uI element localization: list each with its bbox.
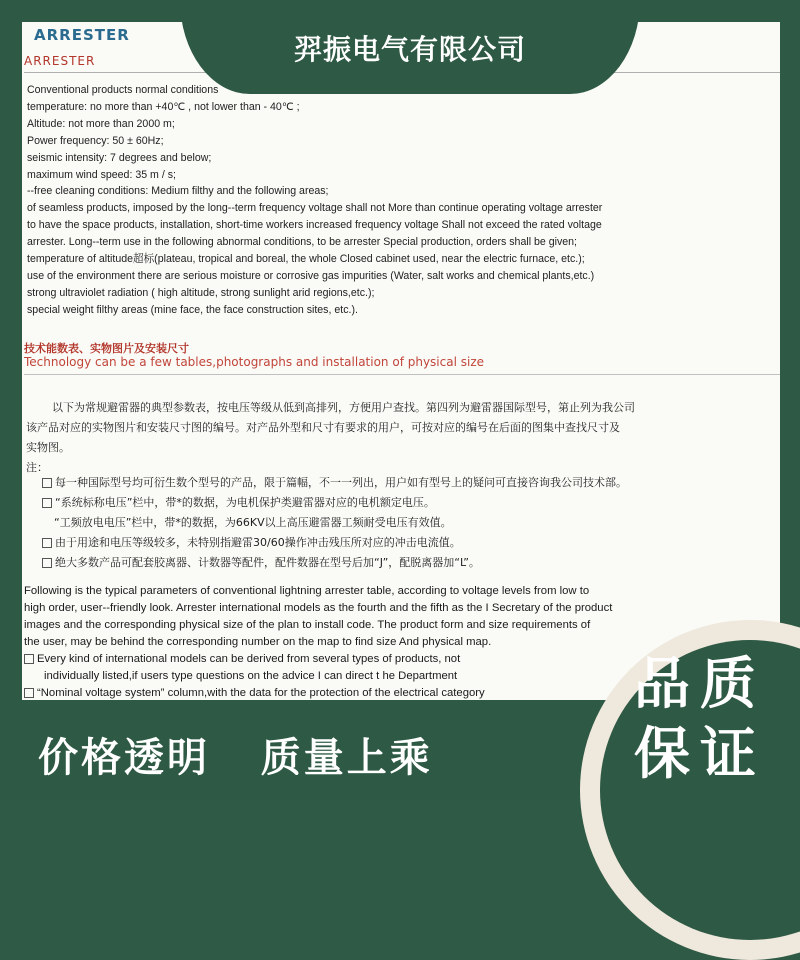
note-item xyxy=(42,473,780,493)
intro-paragraph-cn xyxy=(26,398,776,478)
paragraph-text: individually listed,if users type questions on the advice I can direct t he Department xyxy=(44,670,458,682)
paragraph-line: 该产品对应的实物图片和安装尺寸图的编号。对产品外型和尺寸有要求的用户，可按对应的编号在后面的图集中查找尺寸及 xyxy=(26,421,620,434)
condition-line: Altitude: not more than 2000 m; xyxy=(27,117,175,130)
condition-line: Conventional products normal conditions xyxy=(27,84,219,96)
note-text: “工频放电电压”栏中，带*的数据，为66KV以上高压避雷器工频耐受电压有效值。 xyxy=(54,516,452,529)
condition-line: maximum wind speed: 35 m / s; xyxy=(27,168,176,181)
checkbox-icon xyxy=(42,478,52,488)
condition-line: --free cleaning conditions: Medium filthy and the following areas; xyxy=(27,185,329,198)
condition-line: of seamless products, imposed by the long--term frequency voltage shall not More than continue operating voltage arrester xyxy=(27,202,603,215)
checkbox-icon xyxy=(24,688,34,698)
paragraph-text: high order, user--friendly look. Arrester international models as the fourth and the fifth as the I Secretary of the product xyxy=(24,602,613,614)
paragraph-text: “Nominal voltage system” column,with the data for the protection of the electrical category xyxy=(37,687,485,699)
note-label: 注： xyxy=(26,461,48,474)
paragraph-line: 实物图。 xyxy=(26,441,70,454)
paragraph-text: images and the corresponding physical size of the plan to install code. The product form and size requirements of xyxy=(24,619,591,631)
paragraph-text: Following is the typical parameters of conventional lightning arrester table, according to voltage levels from low to xyxy=(24,585,590,597)
condition-line: temperature of altitude超标(plateau, tropical and boreal, the whole Closed cabinet used, near the electric furnace, etc.); xyxy=(27,253,585,266)
conditions-list xyxy=(27,82,780,319)
condition-line: seismic intensity: 7 degrees and below; xyxy=(27,151,212,164)
note-item xyxy=(42,493,780,513)
checkbox-icon xyxy=(42,498,52,508)
slogan: 价格透明 质量上乘 xyxy=(38,735,433,781)
doc-subheader: ARRESTER xyxy=(24,54,96,68)
note-text: 每一种国际型号均可衍生数个型号的产品，限于篇幅，不一一列出，用户如有型号上的疑问可直接咨询我公司技术部。 xyxy=(55,476,627,489)
notes-list xyxy=(42,473,780,573)
quality-badge-text xyxy=(625,650,775,790)
tech-title-cn: 技术能数表、实物图片及安装尺寸 xyxy=(24,342,189,355)
condition-line: strong ultraviolet radiation ( high altitude, strong sunlight arid regions,etc.); xyxy=(27,286,375,299)
paragraph-line xyxy=(24,600,780,617)
note-text: 由于用途和电压等级较多，未特别指避雷30/60操作冲击残压所对应的冲击电流值。 xyxy=(55,536,461,549)
paragraph-line xyxy=(24,617,780,634)
company-name: 羿振电气有限公司 xyxy=(293,33,526,66)
condition-line: special weight filthy areas (mine face, the face construction sites, etc.). xyxy=(27,303,358,316)
note-item xyxy=(42,533,780,553)
checkbox-icon xyxy=(42,558,52,568)
document-image xyxy=(22,22,780,722)
condition-line: to have the space products, installation, short-time workers increased frequency voltage Shall not exceed the rated voltage xyxy=(27,219,602,232)
checkbox-icon xyxy=(42,538,52,548)
condition-line: Power frequency: 50 ± 60Hz; xyxy=(27,134,164,147)
paragraph-line xyxy=(24,583,780,600)
checkbox-icon xyxy=(24,654,34,664)
tech-title-en: Technology can be a few tables,photographs and installation of physical size xyxy=(24,355,485,369)
doc-header: ARRESTER xyxy=(34,26,130,44)
note-item xyxy=(42,513,780,533)
divider xyxy=(24,374,780,375)
condition-line: temperature: no more than +40℃ , not lower than - 40℃ ; xyxy=(27,100,300,113)
paragraph-text: Every kind of international models can be derived from several types of products, not xyxy=(37,653,461,665)
badge-line-2: 保证 xyxy=(634,722,766,787)
note-item xyxy=(42,553,780,573)
note-text: 绝大多数产品可配套胶离器、计数器等配件，配件数器在型号后加“J”，配脱离器加“L”。 xyxy=(55,556,480,569)
badge-line-1: 品质 xyxy=(634,652,766,717)
note-text: “系统标称电压”栏中，带*的数据，为电机保护类避雷器对应的电机额定电压。 xyxy=(55,496,435,509)
paragraph-text: the user, may be behind the corresponding number on the map to find size And physical map. xyxy=(24,636,492,648)
condition-line: arrester. Long--term use in the following abnormal conditions, to be arrester Special production, orders shall be given; xyxy=(27,236,577,249)
condition-line: use of the environment there are serious moisture or corrosive gas impurities (Water, salt works and chemical plants,etc.) xyxy=(27,269,595,282)
paragraph-line: 以下为常规避雷器的典型参数表，按电压等级从低到高排列，方便用户查找。第四列为避雷器国际型号，第止列为我公司 xyxy=(52,401,635,414)
